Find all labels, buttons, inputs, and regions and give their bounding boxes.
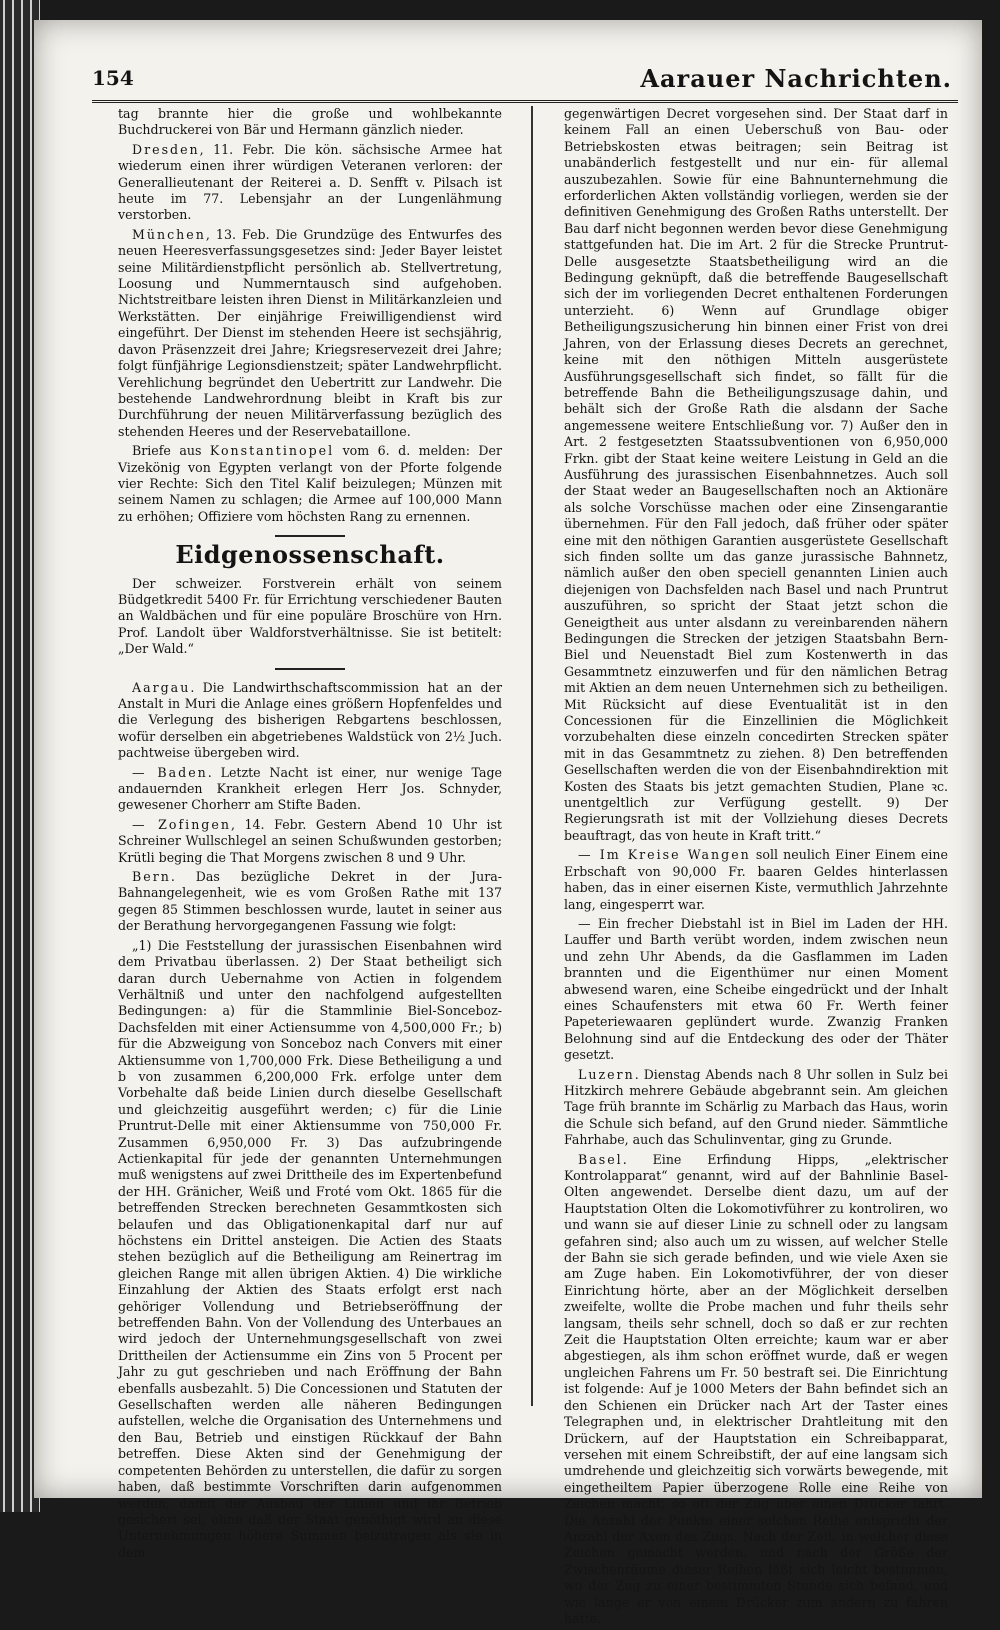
dateline-muenchen: München	[132, 226, 206, 242]
text-basel: . Eine Erfindung Hipps, „elektrischer Kontrolapparat“ genannt, wird auf der Bahnlinie Basel-Olten angewendet. Derselbe dient dazu, um auf der Hauptstation Olten die Lokomotivführer zu kontroliren, wo und wann sie auf dieser Linie zu schnell oder zu langsam gefahren sind; also auch um zu wissen, auf welcher Stelle der Bahn sie sich gerade befinden, und wie viele Axen sie am Zuge haben. Ein Lokomotivführer, der von dieser Einrichtung hörte, aber an der Möglichkeit derselben zweifelte, wollte die Probe machen und fuhr theils sehr langsam, theils sehr schnell, doch so daß er zur rechten Zeit die Hauptstation Olten erreichte; kaum war er aber abgestiegen, als ihm schon eröffnet wurde, daß er wegen ungleichen Fahrens um Fr. 50 bestraft sei. Die Einrichtung ist folgende: Auf je 1000 Meters der Bahn befindet sich an den Schienen ein Drücker nach Art der Taster eines Telegraphen und, in elektrischer Drahtleitung mit den Drückern, auf der Hauptstation ein Schreibapparat, versehen mit einem Schreibstift, der auf eine langsam sich umdrehende und gleichzeitig sich vorwärts bewegende, mit eingetheiltem Papier überzogene Rolle eine Reihe von Zeichen macht, so oft der Zug über einen Drücker fährt. Die Anzahl der Punkte einer solchen Reihe entspricht der Anzahl der Axen des Zugs. Nach der Zeit, in welcher diese Zeichen gemacht werden, und nach der Größe der Zwischenräume dieser Reihen läßt sich leicht bestimmen, wo der Zug zu einer bestimmten Stunde sich befand, und wie lange er von einem Drücker zum andern zu fahren hatte.	[564, 1151, 948, 1626]
article-luzern	[564, 1067, 948, 1149]
dateline-dresden: Dresden	[132, 141, 200, 157]
text-konstantinopel-pre: Briefe aus	[132, 443, 210, 459]
article-decree: „1) Die Feststellung der jurassischen Eisenbahnen wird dem Privatbau überlassen. 2) Der Staat betheiligt sich daran durch Uebernahme von Actien in folgendem Verhältniß und unter den nachfolgend aufgestellten Bedingungen: a) für die Stammlinie Biel-Sonceboz-Dachsfelden mit einer Actiensumme von 4,500,000 Fr.; b) für die Abzweigung von Sonceboz nach Convers mit einer Aktiensumme von 1,700,000 Frk. Diese Betheiligung a und b von zusammen 6,200,000 Frk. erfolge unter dem Vorbehalte daß beide Linien durch dieselbe Gesellschaft und gleichzeitig ausgeführt werden; c) für die Linie Pruntrut-Delle mit einer Aktiensumme von 750,000 Fr. Zusammen 6,950,000 Fr. 3) Das aufzubringende Actienkapital für jede der genannten Unternehmungen muß wenigstens auf zwei Drittheile des im Expertenbefund der HH. Gränicher, Weiß und Froté vom Okt. 1865 für die betreffenden Strecken berechneten Gesammtkosten sich belaufen und das Obligationenkapital darf nur auf höchstens ein Drittel ansteigen. Die Actien des Staats stehen bezüglich auf die Betheiligung am Reinertrag im gleichen Range mit allen übrigen Aktien. 4) Die wirkliche Einzahlung der Aktien des Staats erfolgt erst nach gehöriger Vollendung und Betriebseröffnung der betreffenden Bahn. Von der Vollendung des Unterbaues an wird jedoch der Unternehmungsgesellschaft von zwei Drittheilen der Actiensumme ein Zins von 5 Procent per Jahr zu gut geschrieben und nach Eröffnung der Bahn ebenfalls ausbezahlt. 5) Die Concessionen und Statuten der Gesellschaften werden alle näheren Bedingungen aufstellen, welche die Organisation des Unternehmens und den Bau, Betrieb und einstigen Rückkauf der Bahn betreffen. Diese Akten sind der Genehmigung der competenten Behörden zu unterstellen, die dafür zu sorgen haben, daß bestimmte Vorschriften darin aufgenommen werden, damit der Ausbau der Linien und ihr Betrieb gesichert sei, ohne daß der Staat genöthigt wird an diese Unternehmungen höhere Summen beizutragen als sie in dem	[118, 937, 502, 1560]
dateline-baden: — Baden	[132, 764, 208, 780]
article-decree-cont: gegenwärtigen Decret vorgesehen sind. Der Staat darf in keinem Fall an einen Ueberschuß von Bau- oder Betriebskosten etwas beitragen; sein Beitrag ist unabänderlich festgestellt und nur ein- für allemal auszubezahlen. Sowie für eine Bahnunternehmung die erforderlichen Akten vollständig vorliegen, werden sie der definitiven Genehmigung des Großen Raths unterstellt. Der Bau darf nicht begonnen werden bevor diese Genehmigung stattgefunden hat. Die im Art. 2 für die Strecke Pruntrut-Delle ausgesetzte Staatsbetheiligung wird an die Bedingung geknüpft, daß die betreffende Baugesellschaft sich der im vorliegenden Decret enthaltenen Forderungen unterzieht. 6) Wenn auf Grundlage obiger Betheiligungszusicherung hin binnen einer Frist von drei Jahren, von der Erlassung dieses Decrets an gerechnet, keine mit den nöthigen Mitteln ausgerüstete Ausführungsgesellschaft sich findet, so fällt für die betreffende Bahn die Betheiligungszusage dahin, und behält sich der Große Rath die alsdann der Sache angemessene weitere Entschließung vor. 7) Außer den in Art. 2 festgesetzten Staatssubventionen von 6,950,000 Frkn. gibt der Staat keine weitere Leistung in Geld an die Ausführung des jurassischen Eisenbahnnetzes. Auch soll der Staat weder an Baugesellschaften noch an Aktionäre als solche Vorschüsse machen oder eine Zinsengarantie übernehmen. Für den Fall jedoch, daß früher oder später eine mit den nöthigen Garantien ausgerüstete Gesellschaft sich finden sollte um das ganze jurassische Bahnnetz, nämlich außer den oben speciell genannten Linien auch diejenigen von Dachsfelden nach Basel und nach Pruntrut auszuführen, so spricht der Staat jetzt schon die Geneigtheit aus unter alsdann zu vereinbarenden nähern Bedingungen die Strecken der jetzigen Staatsbahn Bern-Biel und Neuenstadt Biel zum Kostenwerth in das Gesammtnetz einzuwerfen und für den nämlichen Betrag mit Aktien an dem neuen Unternehmen sich zu betheiligen. Mit Rücksicht auf diese Eventualität ist in den Concessionen für die Einzellinien die Möglichkeit vorzubehalten diese einzeln concedirten Strecken später mit in das Gesammtnetz zu ziehen. 8) Den betreffenden Gesellschaften werden die von der Eisenbahndirektion mit Kosten des Staats bis jetzt gemachten Studien, Plane ꝛc. unentgeltlich zur Verfügung gestellt. 9) Der Regierungsrath ist mit der Vollziehung dieses Decrets beauftragt, das von heute in Kraft tritt.“	[564, 106, 948, 843]
dateline-wangen: — Im Kreise Wangen	[578, 847, 751, 863]
section-rule-2	[275, 668, 345, 670]
dateline-zofingen: — Zofingen	[132, 816, 231, 832]
text-zofingen: , 14. Febr. Gestern Abend 10 Uhr ist Schreiner Wullschlegel an seinen Schußwunden gestorben; Krütli beging die That Morgens zwischen 8 und 9 Uhr.	[118, 816, 502, 865]
text-dresden: , 11. Febr. Die kön. sächsische Armee hat wiederum einen ihrer würdigen Veteranen verloren: der Generallieutenant der Reiterei a. D. Senfft v. Pilsach ist heute im 77. Lebensjahr an der Lungenlähmung verstorben.	[118, 141, 502, 223]
left-column	[118, 106, 502, 1564]
newspaper-title: Aarauer Nachrichten.	[640, 64, 952, 93]
article-dresden	[118, 142, 502, 224]
text-konstantinopel: vom 6. d. melden: Der Vizekönig von Egypten verlangt von der Pforte folgende vier Rechte: Sich den Titel Kalif beizulegen; Münzen mit seinem Namen zu schlagen; die Armee auf 100,000 Mann zu erhöhen; Offiziere vom höchsten Rang zu ernennen.	[118, 443, 502, 524]
text-wangen: soll neulich Einer Einem eine Erbschaft von 90,000 Fr. baaren Geldes hinterlassen haben, das in einer eisernen Kiste, vermuthlich Jahrzehnte lang, eingesperrt war.	[564, 847, 948, 912]
text-bern: . Das bezügliche Dekret in der Jura-Bahnangelegenheit, wie es vom Großen Rathe mit 137 gegen 85 Stimmen beschlossen wurde, lautet in seiner aus der Berathung hervorgegangenen Fassung wie folgt:	[118, 869, 502, 934]
right-column	[564, 106, 948, 1630]
article-muenchen	[118, 227, 502, 440]
text-baden: . Letzte Nacht ist einer, nur wenige Tage andauernden Krankheit erlegen Herr Jos. Schnyder, gewesener Chorherr am Stifte Baden.	[118, 764, 502, 813]
dateline-aargau: Aargau	[132, 679, 191, 695]
article-forstverein: Der schweizer. Forstverein erhält von seinem Büdgetkredit 5400 Fr. für Errichtung verschiedener Bauten an Waldbächen und für eine populäre Broschüre von Hrn. Prof. Landolt über Waldforstverhältnisse. Sie ist betitelt: „Der Wald.“	[118, 575, 502, 657]
dateline-luzern: Luzern	[578, 1066, 635, 1082]
page-number: 154	[92, 66, 134, 90]
article-fire: tag brannte hier die große und wohlbekannte Buchdruckerei von Bär und Hermann gänzlich nieder.	[118, 106, 502, 138]
dateline-basel: Basel	[578, 1151, 623, 1167]
article-wangen	[564, 847, 948, 913]
page-header	[92, 64, 958, 103]
article-basel	[564, 1152, 948, 1628]
text-muenchen: , 13. Feb. Die Grundzüge des Entwurfes des neuen Heeresverfassungsgesetzes sind: Jeder Bayer leistet seine Militärdienstpflicht persönlich ab. Stellvertretung, Loosung und Nummerntausch sind aufgehoben. Nichtstreitbare leisten ihren Dienst in Militärkanzleien und Werkstätten. Der einjährige Freiwilligendienst wird eingeführt. Der Dienst im stehenden Heere ist sechsjährig, davon Präsenzzeit drei Jahre; Kriegsreservezeit drei Jahre; folgt fünfjährige Legionsdienstzeit; später Landwehrpflicht. Verehlichung begründet den Uebertritt zur Landwehr. Die bestehende Landwehrordnung bleibt in Kraft bis zur Durchführung der neuen Militärverfassung bezüglich des stehenden Heeres und der Reservebataillone.	[118, 226, 502, 439]
article-konstantinopel	[118, 443, 502, 525]
article-aargau	[118, 680, 502, 762]
article-bern	[118, 869, 502, 935]
text-luzern: . Dienstag Abends nach 8 Uhr sollen in Sulz bei Hitzkirch mehrere Gebäude abgebrannt sein. Am gleichen Tage früh brannte im Schärlig zu Marbach das Haus, worin die Schule sich befand, auf den Grund nieder. Sämmtliche Fahrhabe, auch das Schulinventar, ging zu Grunde.	[564, 1066, 948, 1148]
text-aargau: . Die Landwirthschaftscommission hat an der Anstalt in Muri die Anlage eines größern Hopfenfeldes und die Verlegung des bisherigen Rebgartens beschlossen, wofür derselben ein abgetriebenes Waldstück von 2½ Juch. pachtweise übergeben wird.	[118, 679, 502, 761]
article-biel: — Ein frecher Diebstahl ist in Biel im Laden der HH. Lauffer und Barth verübt worden, indem zwischen neun und zehn Uhr Abends, da die Gasflammen im Laden brannten und die Eigenthümer nur einen Moment abwesend waren, eine Scheibe eingedrückt und der Inhalt eines Schaufensters mit etwa 60 Fr. Werth feiner Papeteriewaaren geplündert wurde. Zwanzig Franken Belohnung sind auf die Entdeckung des oder der Thäter gesetzt.	[564, 915, 948, 1063]
article-baden	[118, 765, 502, 814]
dateline-bern: Bern	[132, 869, 171, 885]
article-zofingen	[118, 817, 502, 866]
section-title-eidgenossenschaft: Eidgenossenschaft.	[175, 540, 445, 570]
column-divider	[531, 106, 533, 1406]
section-rule	[275, 535, 345, 537]
dateline-konstantinopel: Konstantinopel	[209, 443, 335, 459]
